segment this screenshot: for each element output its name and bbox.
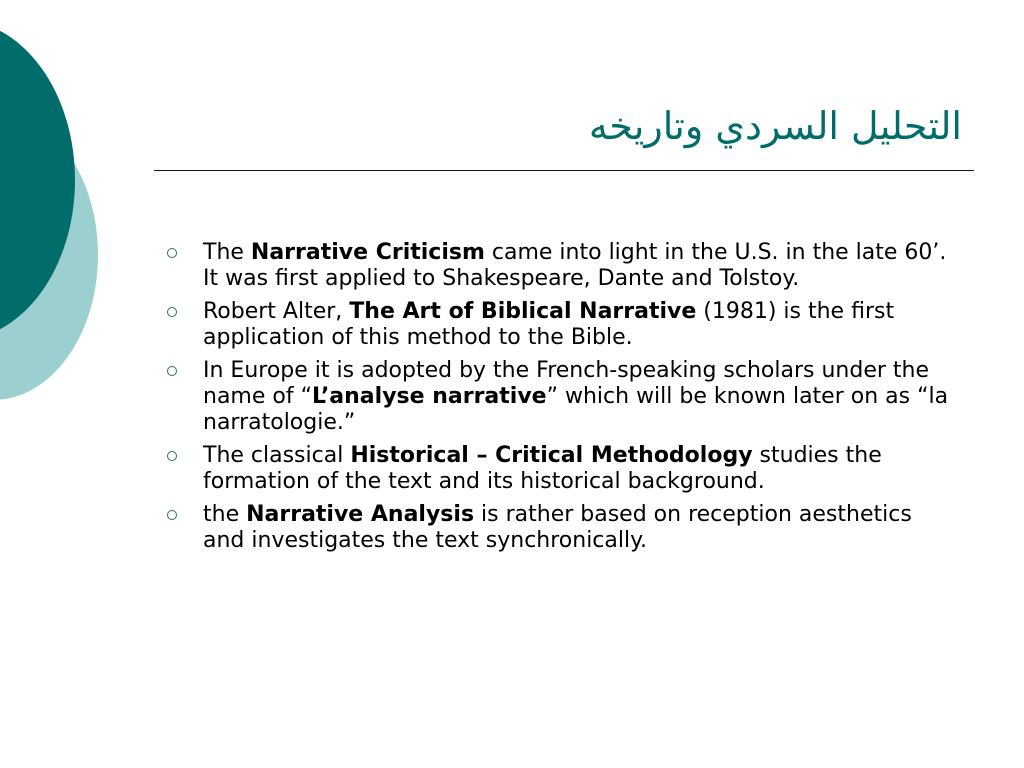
bold-term: Historical – Critical Methodology	[350, 443, 753, 468]
bullet-item	[160, 502, 960, 554]
bullet-item	[160, 299, 960, 351]
hollow-circle-bullet-icon	[167, 451, 177, 461]
bold-term: Narrative Criticism	[250, 240, 485, 265]
title-divider	[154, 170, 974, 171]
bold-term: Narrative Analysis	[246, 502, 475, 527]
bullet-item	[160, 240, 960, 292]
bullet-list	[160, 240, 960, 561]
hollow-circle-bullet-icon	[167, 366, 177, 376]
bullet-item	[160, 358, 960, 436]
bullet-text: Robert Alter, The Art of Biblical Narrative (1981) is the first application of this method to the Bible.	[203, 299, 895, 350]
hollow-circle-bullet-icon	[167, 307, 177, 317]
bold-term: L’analyse narrative	[311, 384, 547, 409]
bullet-text: The classical Historical – Critical Methodology studies the formation of the text and its historical background.	[203, 443, 882, 494]
hollow-circle-bullet-icon	[167, 510, 177, 520]
bullet-item	[160, 443, 960, 495]
slide-title: التحليل السردي وتاريخه	[588, 104, 962, 148]
bullet-text: The Narrative Criticism came into light in the U.S. in the late 60’. It was first applied to Shakespeare, Dante and Tolstoy.	[203, 240, 947, 291]
bullet-text: the Narrative Analysis is rather based on reception aesthetics and investigates the text synchronically.	[203, 502, 912, 553]
hollow-circle-bullet-icon	[167, 248, 177, 258]
bold-term: The Art of Biblical Narrative	[349, 299, 697, 324]
bullet-text: In Europe it is adopted by the French-speaking scholars under the name of “L’analyse narrative” which will be known later on as “la narratologie.”	[203, 358, 949, 435]
